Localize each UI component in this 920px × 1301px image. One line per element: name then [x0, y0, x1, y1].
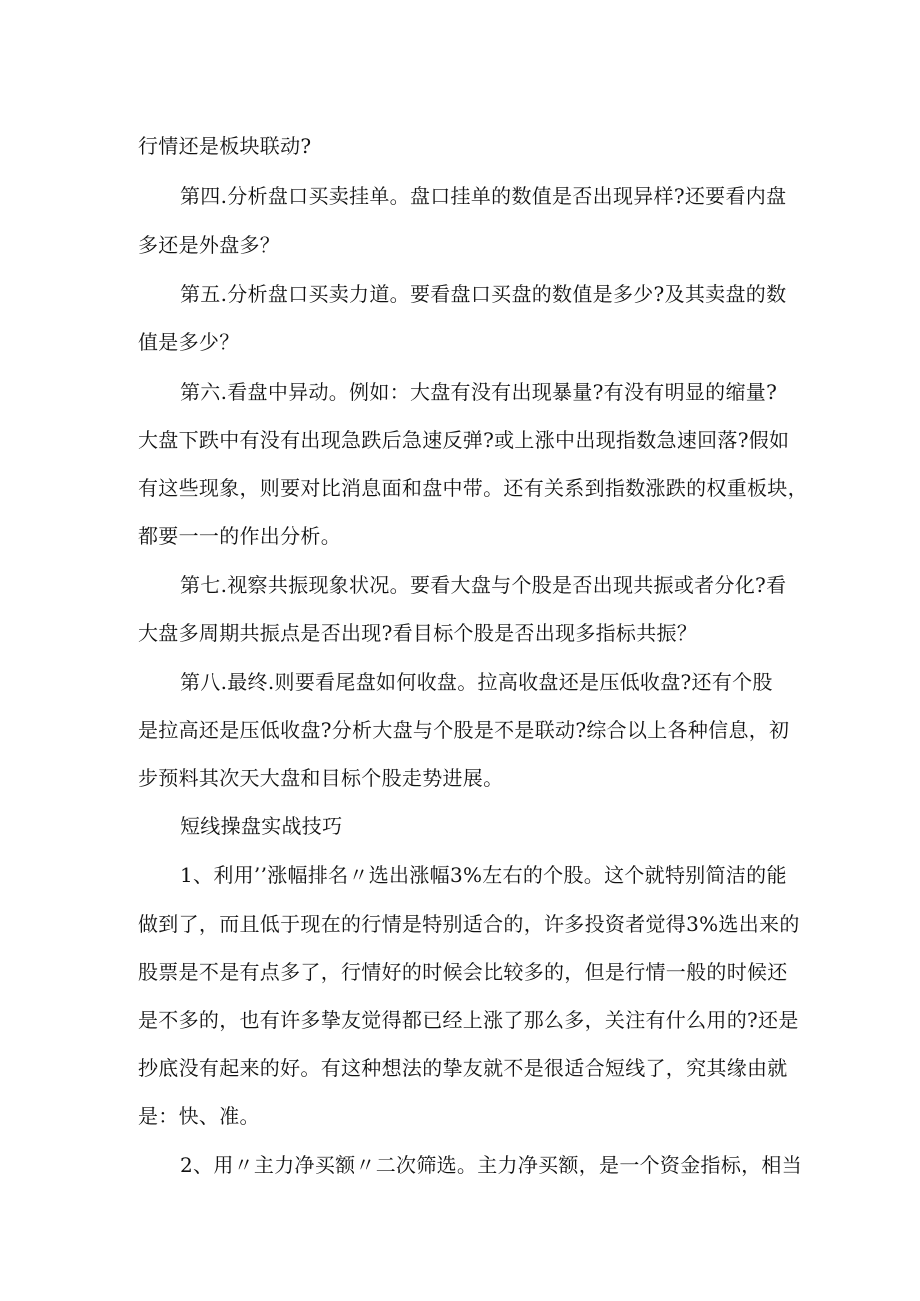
text-line: 都要一一的作出分析。: [138, 524, 341, 548]
paragraph-step-8: 第八.最终.则要看尾盘如何收盘。拉高收盘还是压低收盘?还有个股: [180, 670, 773, 694]
text-line: 是拉高还是压低收盘?分析大盘与个股是不是联动?综合以上各种信息，初: [138, 718, 790, 742]
paragraph-step-7: 第七.视察共振现象状况。要看大盘与个股是否出现共振或者分化?看: [180, 573, 787, 597]
text-line: 行情还是板块联动?: [138, 134, 312, 158]
text-line: 大盘多周期共振点是否出现?看目标个股是否出现多指标共振？: [138, 621, 698, 645]
text-line: 步预料其次天大盘和目标个股走势进展。: [138, 766, 504, 790]
text-line: 做到了，而且低于现在的行情是特别适合的，许多投资者觉得3%选出来的: [138, 912, 800, 936]
text-line: 大盘下跌中有没有出现急跌后急速反弹?或上涨中出现指数急速回落?假如: [138, 428, 790, 452]
text-line: 有这些现象，则要对比消息面和盘中带。还有关系到指数涨跌的权重板块，: [138, 476, 808, 500]
text-line: 值是多少？: [138, 330, 240, 354]
text-line: 是不多的，也有许多挚友觉得都已经上涨了那么多，关注有什么用的?还是: [138, 1008, 799, 1032]
text-line: 股票是不是有点多了，行情好的时候会比较多的，但是行情一般的时候还: [138, 960, 788, 984]
paragraph-step-6: 第六.看盘中异动。例如：大盘有没有出现暴量?有没有明显的缩量?: [180, 380, 778, 404]
paragraph-tip-2: 2、用〃主力净买额〃二次筛选。主力净买额，是一个资金指标，相当: [180, 1153, 803, 1177]
text-line: 是：快、准。: [138, 1104, 260, 1128]
paragraph-step-4: 第四.分析盘口买卖挂单。盘口挂单的数值是否出现异样?还要看内盘: [180, 184, 787, 208]
paragraph-tip-1: 1、利用’’涨幅排名〃选出涨幅3%左右的个股。这个就特别简洁的能: [180, 863, 787, 887]
paragraph-step-5: 第五.分析盘口买卖力道。要看盘口买盘的数值是多少?及其卖盘的数: [180, 282, 787, 306]
section-heading: 短线操盘实战技巧: [180, 814, 343, 838]
text-line: 多还是外盘多？: [138, 233, 281, 257]
text-line: 抄底没有起来的好。有这种想法的挚友就不是很适合短线了，究其缘由就: [138, 1056, 788, 1080]
